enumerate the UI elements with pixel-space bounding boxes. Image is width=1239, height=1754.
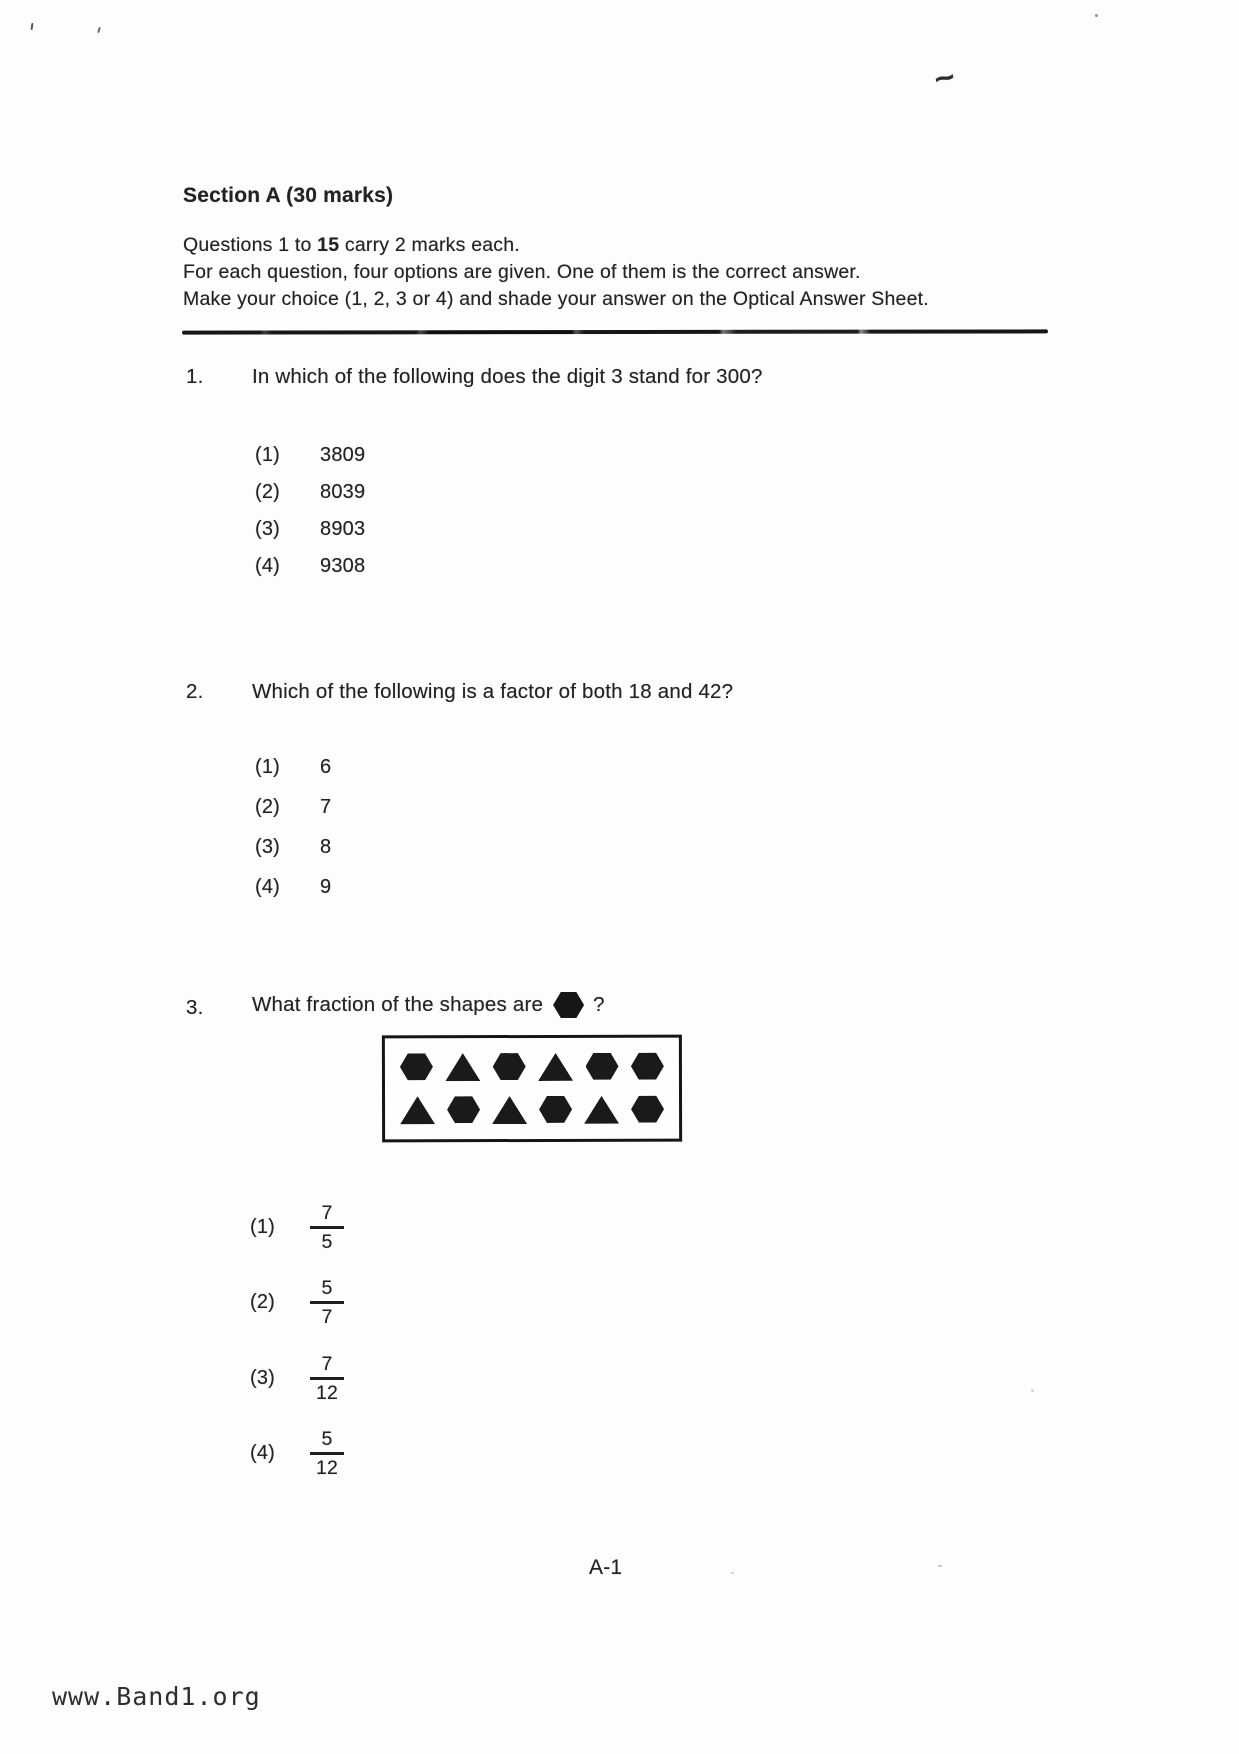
instruction-line-1-pre: Questions 1 to xyxy=(183,234,318,256)
option-value: 9 xyxy=(320,876,332,898)
watermark: www.Band1.org xyxy=(52,1682,261,1711)
scan-speck xyxy=(938,1565,942,1567)
instruction-line-3: Make your choice (1, 2, 3 or 4) and shade your answer on the Optical Answer Sheet. xyxy=(183,288,929,310)
option-value: 6 xyxy=(320,756,332,778)
page-number: A-1 xyxy=(589,1556,623,1579)
section-heading: Section A (30 marks) xyxy=(183,184,394,207)
option-value: 7 xyxy=(320,796,332,818)
fraction-bar xyxy=(310,1377,344,1380)
hexagon-shape xyxy=(585,1053,618,1080)
option-value: 8039 xyxy=(320,481,366,503)
instruction-line-1-bold: 15 xyxy=(317,234,340,256)
question-3-option-3 xyxy=(250,1352,344,1405)
triangle-shape xyxy=(400,1096,435,1124)
fraction-numerator: 5 xyxy=(321,1277,333,1299)
hexagon-shape xyxy=(447,1096,480,1123)
fraction xyxy=(310,1427,344,1480)
fraction-denominator: 7 xyxy=(321,1305,333,1328)
instruction-line-1 xyxy=(183,232,929,259)
fraction-denominator: 12 xyxy=(315,1456,339,1479)
scan-speck xyxy=(97,27,101,33)
fraction-numerator: 7 xyxy=(321,1353,333,1375)
question-3-text-before: What fraction of the shapes are xyxy=(252,993,544,1016)
fraction-bar xyxy=(310,1226,344,1229)
question-3-option-4 xyxy=(250,1427,344,1480)
hexagon-shape xyxy=(539,1096,572,1123)
question-3-text xyxy=(252,992,605,1018)
question-1-text: In which of the following does the digit 3 stand for 300? xyxy=(252,365,763,388)
triangle-shape xyxy=(584,1096,619,1124)
fraction-numerator: 5 xyxy=(321,1428,333,1450)
option-label: (1) xyxy=(255,756,281,778)
option-label: (4) xyxy=(255,555,281,577)
option-value: 9308 xyxy=(320,555,366,577)
question-2-option-3 xyxy=(255,836,331,859)
triangle-shape xyxy=(538,1053,573,1081)
triangle-shape xyxy=(492,1096,527,1124)
hexagon-shape xyxy=(493,1053,526,1080)
fraction-denominator: 5 xyxy=(321,1230,333,1253)
question-3-option-2 xyxy=(250,1276,344,1329)
hexagon-shape xyxy=(631,1053,664,1080)
instruction-line-2: For each question, four options are given. One of them is the correct answer. xyxy=(183,261,861,283)
hexagon-icon xyxy=(553,992,584,1018)
fraction xyxy=(310,1201,344,1254)
instruction-line-1-post: carry 2 marks each. xyxy=(339,234,520,256)
question-1-option-4 xyxy=(255,555,365,578)
question-1-option-2 xyxy=(255,481,365,504)
question-3-number: 3. xyxy=(186,996,204,1019)
option-label: (4) xyxy=(255,876,281,898)
option-label: (3) xyxy=(255,518,281,540)
option-value: 8 xyxy=(320,836,332,858)
question-2-option-4 xyxy=(255,876,331,899)
fraction xyxy=(310,1276,344,1329)
hexagon-shape xyxy=(400,1053,433,1080)
option-label: (3) xyxy=(255,836,281,858)
question-2-option-2 xyxy=(255,796,331,819)
shapes-grid xyxy=(385,1053,679,1125)
fraction-denominator: 12 xyxy=(315,1381,339,1404)
question-1-option-1 xyxy=(255,444,365,467)
fraction-bar xyxy=(310,1452,344,1455)
scan-speck xyxy=(731,1572,734,1574)
question-3-option-1 xyxy=(250,1201,344,1254)
instructions-block xyxy=(183,232,929,313)
shape-row xyxy=(385,1096,679,1125)
shapes-box xyxy=(382,1035,682,1143)
option-label: (2) xyxy=(250,1290,276,1313)
option-label: (1) xyxy=(250,1215,276,1238)
question-2-text: Which of the following is a factor of both 18 and 42? xyxy=(252,680,734,703)
fraction-bar xyxy=(310,1301,344,1304)
scan-speck xyxy=(1095,14,1098,17)
pencil-squiggle-mark: ~ xyxy=(930,60,959,97)
fraction xyxy=(310,1352,344,1405)
option-value: 8903 xyxy=(320,518,366,540)
scan-speck xyxy=(31,23,34,30)
scan-speck xyxy=(1031,1389,1034,1392)
option-label: (3) xyxy=(250,1366,276,1389)
question-1-option-3 xyxy=(255,518,365,541)
option-label: (2) xyxy=(255,796,281,818)
option-label: (1) xyxy=(255,444,281,466)
shape-row xyxy=(385,1053,679,1082)
option-value: 3809 xyxy=(320,444,366,466)
triangle-shape xyxy=(445,1053,480,1081)
question-2-number: 2. xyxy=(186,680,204,703)
option-label: (4) xyxy=(250,1441,276,1464)
question-3-question-mark: ? xyxy=(593,993,605,1016)
fraction-numerator: 7 xyxy=(321,1202,333,1224)
option-label: (2) xyxy=(255,481,281,503)
question-1-number: 1. xyxy=(186,365,204,388)
section-divider-line xyxy=(182,329,1048,334)
hexagon-shape xyxy=(631,1096,664,1123)
question-2-option-1 xyxy=(255,756,331,779)
